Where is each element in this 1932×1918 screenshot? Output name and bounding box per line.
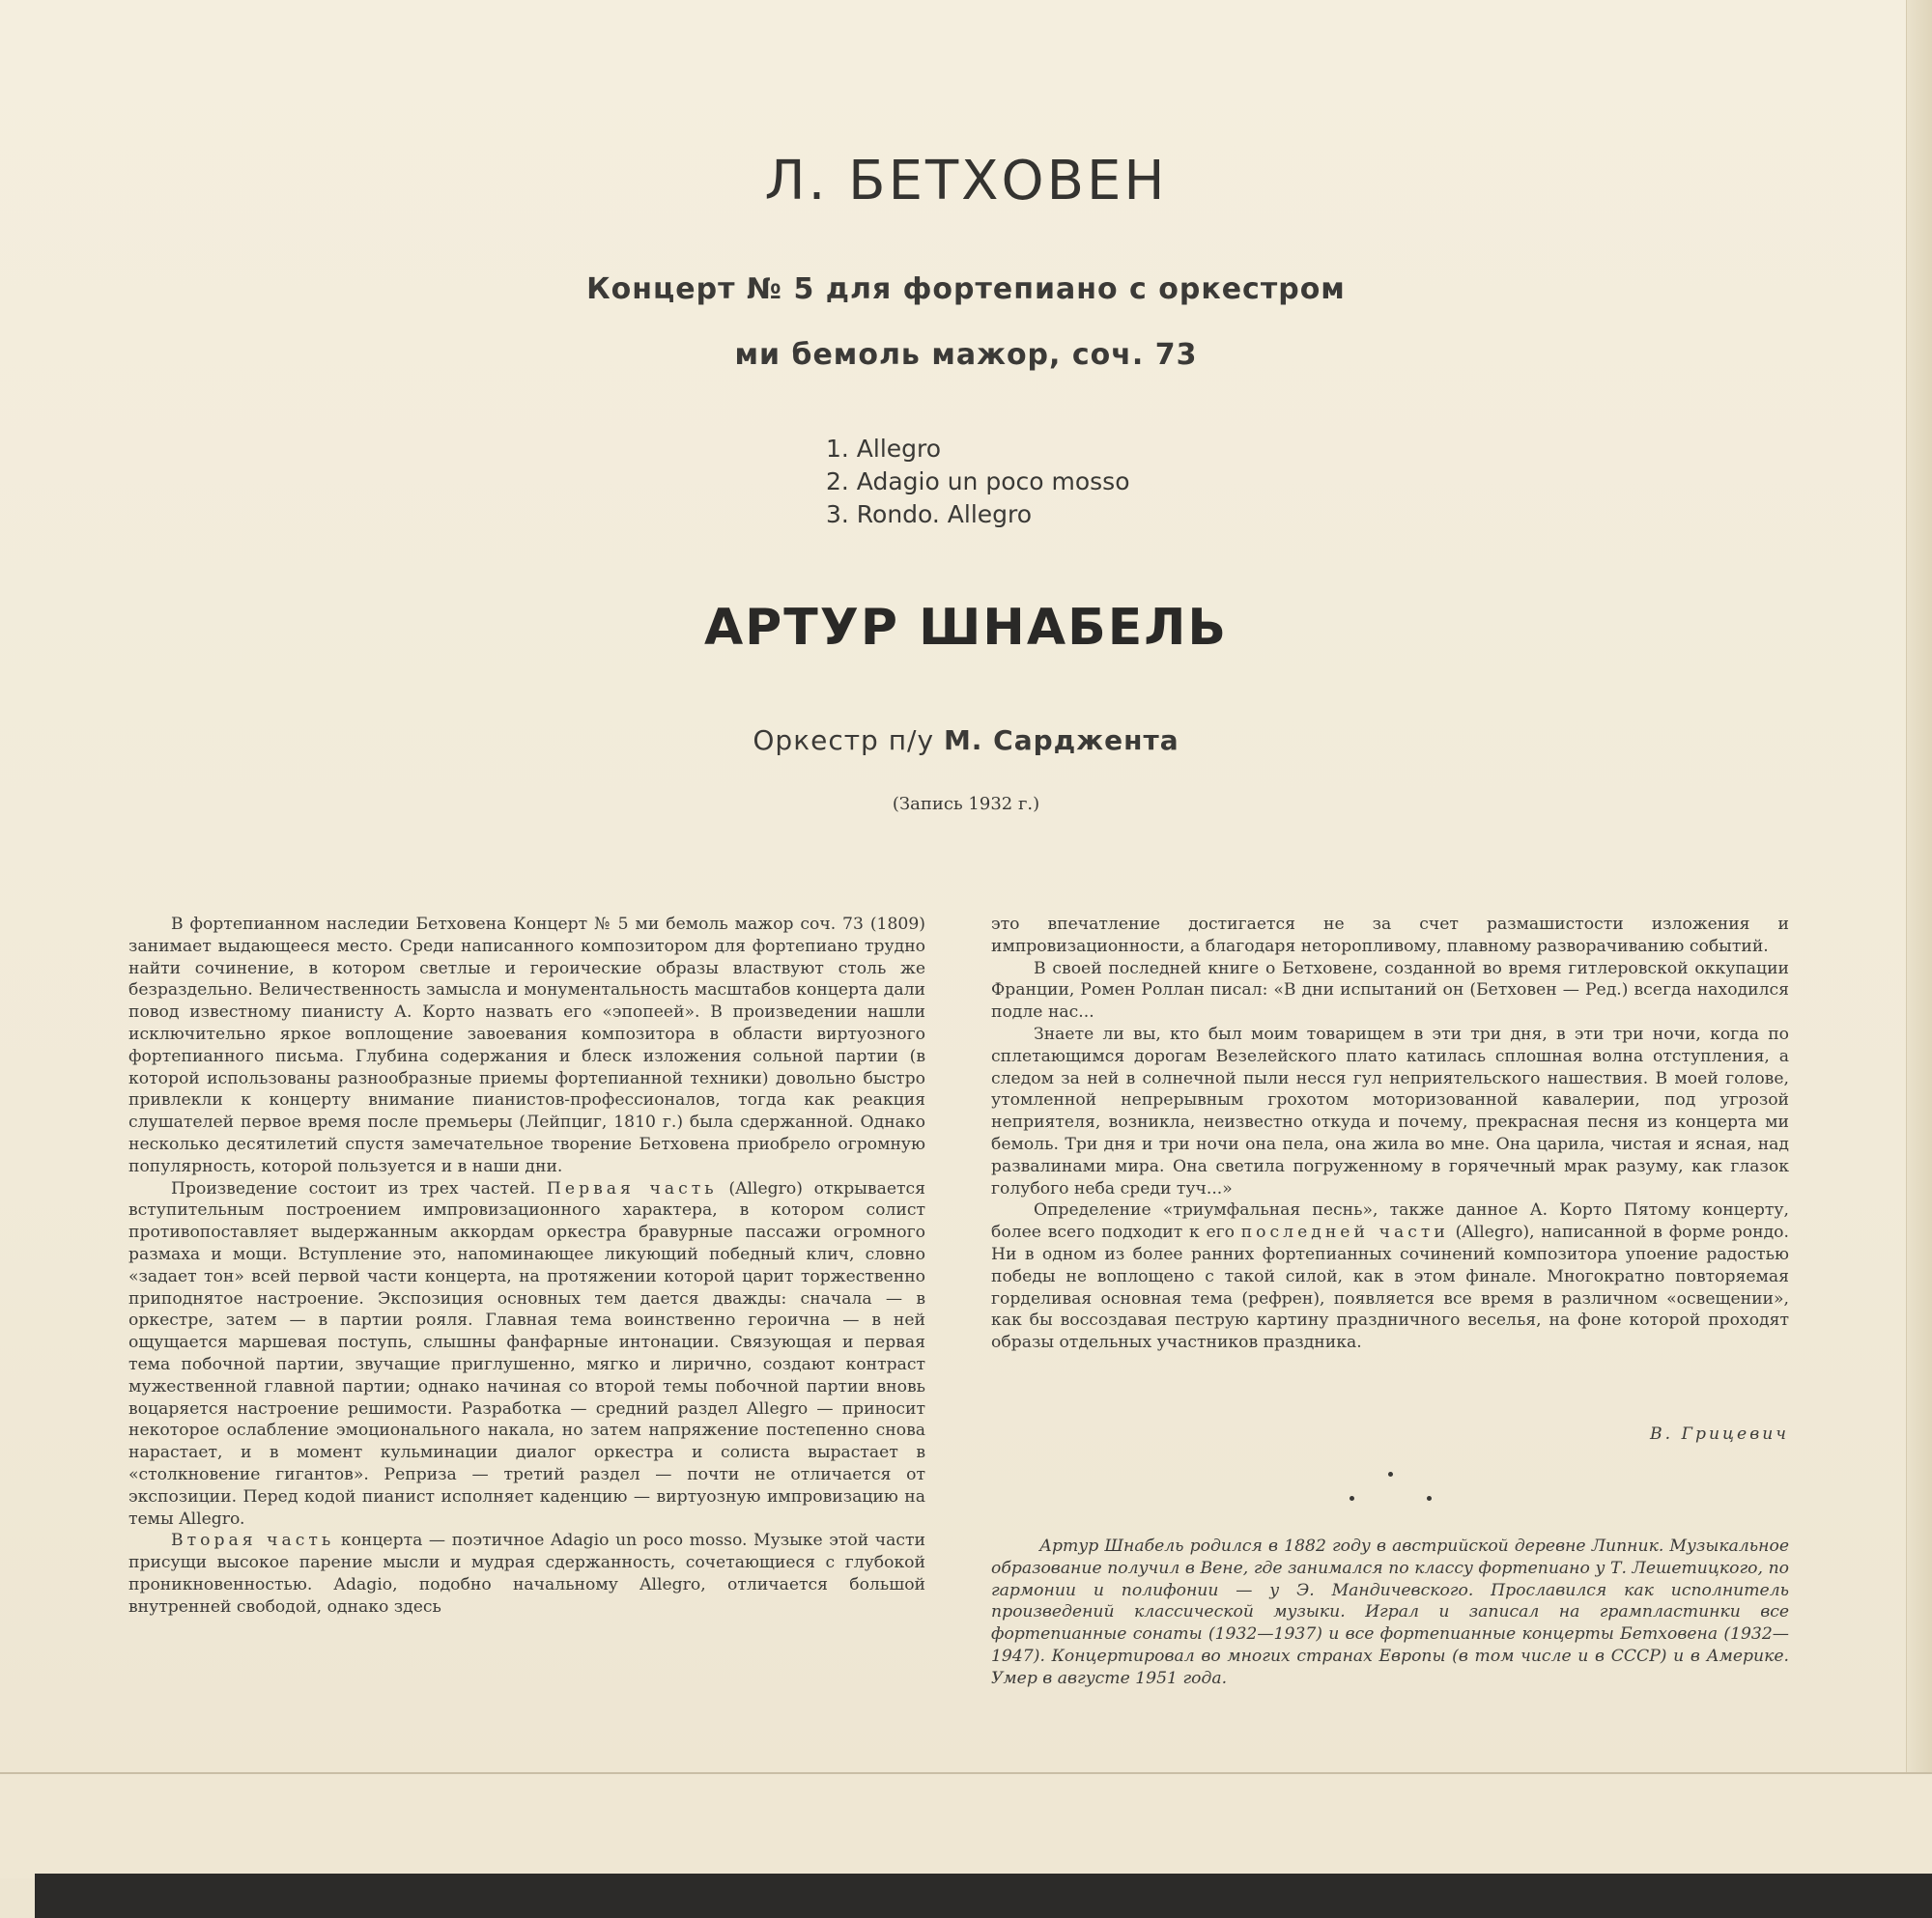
notes-right-column: [991, 914, 1789, 1354]
notes-paragraph: В фортепианном наследии Бетховена Концерт № 5 ми бемоль мажор соч. 73 (1809) занимает выдающееся место. Среди написанного композитором для фортепиано трудно найти сочинение, в котором светлые и героические образы властвуют столь же безраздельно. Величественность замысла и монументальность масштабов концерта дали повод известному пианисту А. Корто назвать его «эпопеей». В произведении нашли исключительно яркое воплощение завоевания композитора в области виртуозного фортепианного письма. Глубина содержания и блеск изложения сольной партии (в которой использованы разнообразные приемы фортепианной техники) довольно быстро привлекли к концерту внимание пианистов-профессионалов, тогда как реакция слушателей первое время после премьеры (Лейпциг, 1810 г.) была сдержанной. Однако несколько десятилетий спустя замечательное творение Бетховена приобрело огромную популярность, которой пользуется и в наши дни.: [128, 915, 925, 1176]
divider-dot: [1388, 1472, 1393, 1477]
notes-paragraph: В своей последней книге о Бетховене, созданной во время гитлеровской оккупации Франции, Ромен Роллан писал: «В дни испытаний он (Бетховен — Ред.) всегда находился подле нас...: [991, 958, 1789, 1023]
divider-dot: [1350, 1496, 1354, 1501]
spaced-heading: Вторая часть: [171, 1531, 335, 1551]
movement-item: 2. Adagio un poco mosso: [826, 467, 1130, 495]
orchestra-credit: [0, 724, 1932, 756]
notes-paragraph: [128, 1178, 925, 1531]
notes-text: Произведение состоит из трех частей.: [171, 1178, 547, 1199]
author-signature: В. Грицевич: [1650, 1424, 1789, 1444]
notes-left-column: [128, 914, 925, 1619]
notes-paragraph: [991, 1199, 1789, 1354]
spaced-heading: последней части: [1240, 1223, 1449, 1243]
work-title-line-1: Концерт № 5 для фортепиано с оркестром: [586, 272, 1346, 306]
orchestra-prefix: Оркестр п/у: [753, 724, 935, 756]
quote-paragraph: Знаете ли вы, кто был моим товарищем в эти три дня, в эти три ночи, когда по сплетающимся дорогам Везелейского плато катилась сплошная волна отступления, а следом за ней в солнечной пыли несся гул неприятельского нашествия. В моей голове, утомленной непрерывным грохотом моторизованной кавалерии, под угрозой неприятеля, возникла, неизвестно откуда и почему, прекрасная песня из концерта ми бемоль. Три дня и три ночи она пела, она жила во мне. Она царила, чистая и ясная, над развалинами мира. Она светила погруженному в горячечный мрак разуму, как глазок голубого неба среди туч...»: [991, 1024, 1789, 1199]
notes-text: концерта — поэтичное Adagio un poco mosso. Музыке этой части присущи высокое парение мысли и мудрая сдержанность, сочетающиеся с глубокой проникновенностью. Adagio, подобно начальному Allegro, отличается большой внутренней свободой, однако здесь: [128, 1531, 925, 1617]
notes-text: (Allegro), написанной в форме рондо. Ни в одном из более ранних фортепианных сочинений композитора упоение радостью победы не воплощено с такой силой, как в этом финале. Многократно повторяемая горделивая основная тема (рефрен), появляется все время в различном «освещении», как бы воссоздавая пеструю картину праздничного веселья, на фоне которой проходят образы отдельных участников праздника.: [991, 1223, 1789, 1353]
composer-name: Л. БЕТХОВЕН: [764, 150, 1168, 212]
conductor-name: М. Сарджента: [943, 724, 1179, 756]
biography-text: Артур Шнабель родился в 1882 году в австрийской деревне Липник. Музыкальное образование получил в Вене, где занимался по классу фортепиано у Т. Лешетицкого, по гармонии и полифонии — у Э. Мандичевского. Прославился как исполнитель произведений классической музыки. Играл и записал на грампластинки все фортепианные сонаты (1932—1937) и все фортепианные концерты Бетховена (1932—1947). Концертировал во многих странах Европы (в том числе и в СССР) и в Америке. Умер в августе 1951 года.: [991, 1537, 1789, 1688]
recording-year: (Запись 1932 г.): [892, 794, 1040, 814]
movement-list: [826, 433, 1130, 531]
notes-text: (Allegro) открывается вступительным построением импровизационного характера, в котором солист противопоставляет выдержанным аккордам оркестра бравурные пассажи огромного размаха и мощи. Вступление это, напоминающее ликующий победный клич, словно «задает тон» всей первой части концерта, на протяжении которой царит торжественно приподнятое настроение. Экспозиция основных тем дается дважды: сначала — в оркестре, затем — в партии рояля. Главная тема воинственно героична — в ней ощущается маршевая поступь, слышны фанфарные интонации. Связующая и первая тема побочной партии, звучащие приглушенно, мягко и лирично, создают контраст мужественной главной партии; однако начиная со второй темы побочной партии вновь воцаряется настроение решимости. Разработка — средний раздел Allegro — приносит некоторое ослабление эмоционального накала, но затем напряжение постепенно снова нарастает, и в момент кульминации диалог оркестра и солиста вырастает в «столкновение гигантов». Реприза — третий раздел — почти не отличается от экспозиции. Перед кодой пианист исполняет каденцию — виртуозную импровизацию на темы Allegro.: [128, 1178, 925, 1529]
performer-name: АРТУР ШНАБЕЛЬ: [703, 599, 1229, 657]
spaced-heading: Первая часть: [546, 1178, 718, 1199]
notes-paragraph: это впечатление достигается не за счет размашистости изложения и импровизационности, а благодаря неторопливому, плавному разворачиванию событий.: [991, 915, 1789, 956]
work-title-line-2: ми бемоль мажор, соч. 73: [734, 338, 1198, 372]
movement-item: 1. Allegro: [826, 435, 942, 463]
performer-biography: [991, 1536, 1789, 1690]
divider-dot: [1427, 1496, 1432, 1501]
notes-text: Определение «триумфальная песнь», также данное А. Корто Пятому концерту, более всего подходит к его: [991, 1200, 1789, 1243]
sleeve-bottom-flap: [0, 1772, 1932, 1878]
movement-item: 3. Rondo. Allegro: [826, 500, 1033, 528]
notes-paragraph: [128, 1530, 925, 1618]
sleeve-dark-edge: [35, 1874, 1932, 1918]
section-divider: [1333, 1468, 1439, 1507]
